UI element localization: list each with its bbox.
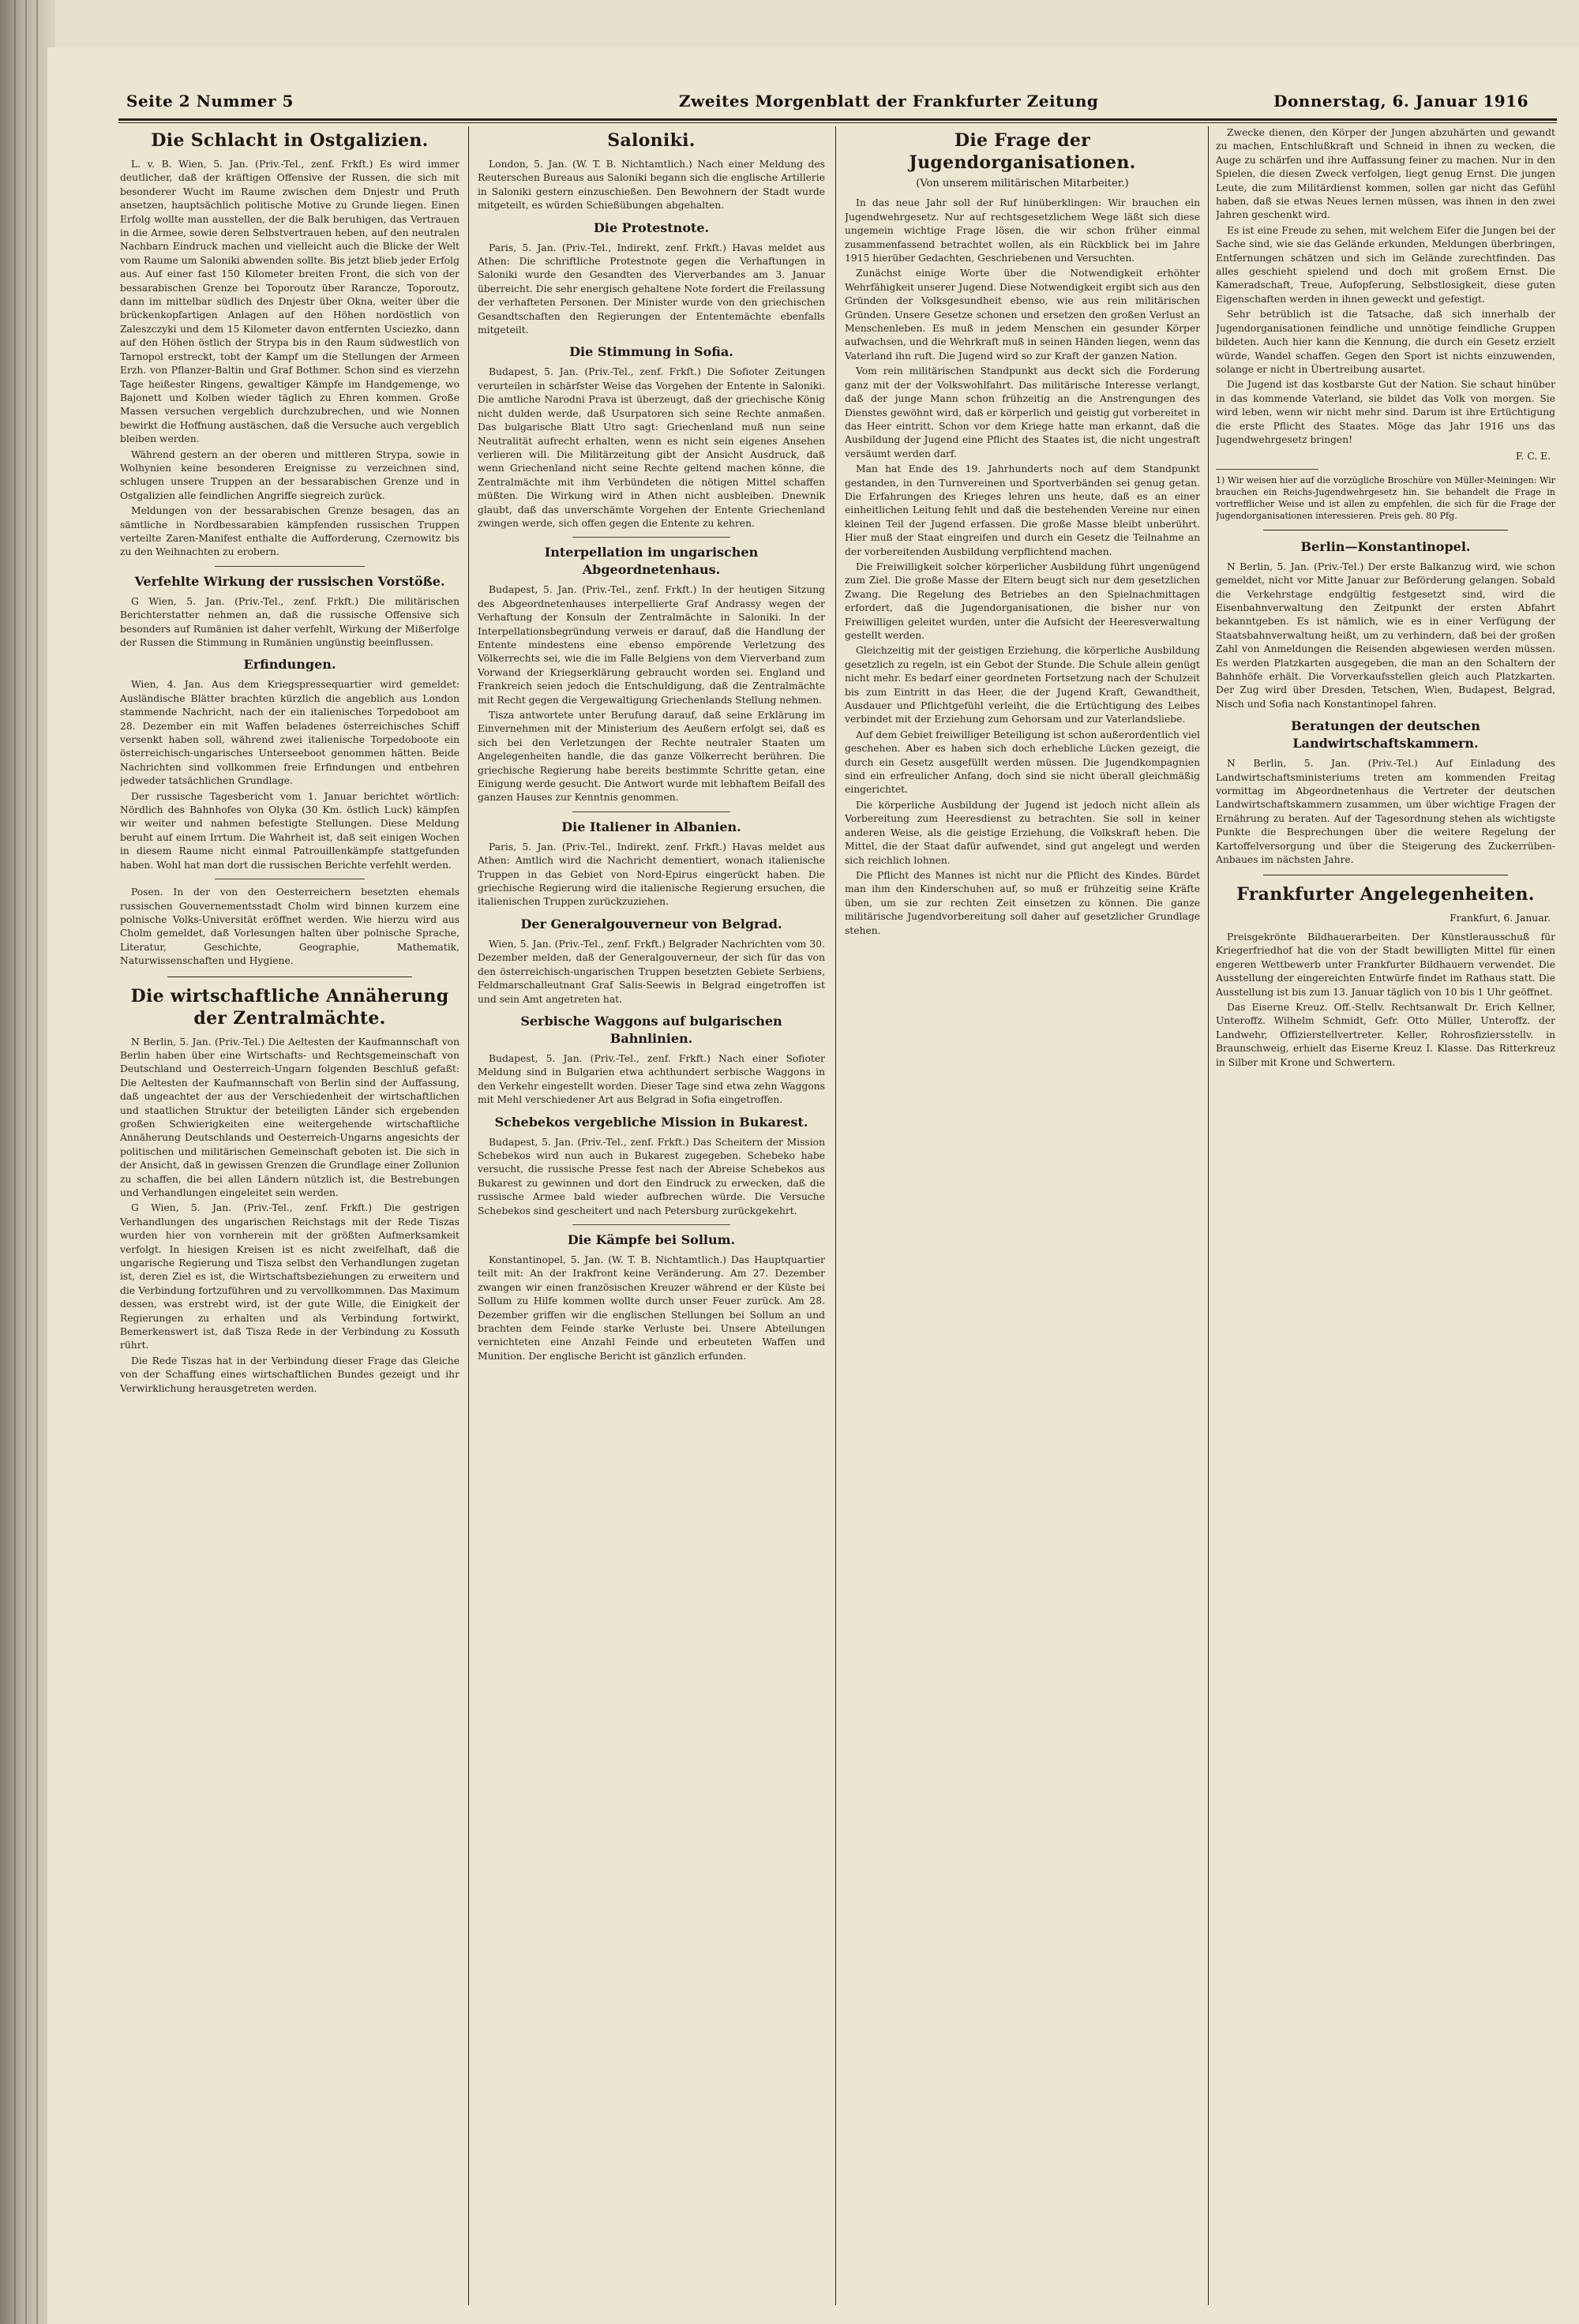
article-paragraph: Zunächst einige Worte über die Notwendigkeit erhöhter Wehrfähigkeit unserer Jugend. Diese Notwendigkeit ergibt sich aus den Gründen der Volksgesundheit ebenso, wie aus rein militärischen Gründen. Unsere Gesetze schonen und ersetzen den großen Verlust an Menschenleben. Es muß in jedem Menschen ein gesunder Körper aufwachsen, und die Wehrkraft muß in seinen Händen liegen, wenn das Vaterland ihn ruft. Die Jugend wird so zur Kraft der ganzen Nation. bbox=[845, 268, 1200, 362]
footnote: 1) Wir weisen hier auf die vorzügliche Broschüre von Müller-Meiningen: Wir brauchen ein Reichs-Jugendwehrgesetz hin. Sie behandelt die Frage in vortrefflicher Weise und ist allen zu empfehlen, die sich für die Frage der Jugendorganisationen interessieren. Preis geh. 80 Pfg. bbox=[1216, 474, 1555, 521]
headline: Beratungen der deutschen Landwirtschaftskammern. bbox=[1291, 718, 1480, 752]
article-paragraph: Budapest, 5. Jan. (Priv.-Tel., zenf. Frkft.) Das Scheitern der Mission Schebekos wird nun auch in Bukarest zugegeben. Schebeko habe versucht, die russische Presse fest nach der Abreise Schebekos aus Bukarest zu gewinnen und dort den Eindruck zu erwecken, daß die russische Armee bald wieder aufbrechen würde. Die Versuche Schebekos sind gescheitert und nach Petersburg zurückgekehrt. bbox=[478, 1136, 825, 1216]
headline: Die Kämpfe bei Sollum. bbox=[567, 1231, 736, 1247]
article-paragraph: Budapest, 5. Jan. (Priv.-Tel., zenf. Frkft.) Nach einer Sofioter Meldung sind in Bulgarien etwa achthundert serbische Waggons in den Verkehr eingestellt worden. Dieser Tage sind etwa zehn Waggons mit Mehl verschiedener Art aus Belgrad in Sofia eingetroffen. bbox=[478, 1052, 825, 1106]
dateline: Frankfurt, 6. Januar. bbox=[1450, 913, 1551, 924]
column-rule bbox=[835, 126, 836, 2305]
article-paragraph: Die Jugend ist das kostbarste Gut der Nation. Sie schaut hinüber in das kommende Vaterland, sie bildet das Volk von morgen. Sie wird leben, wenn wir nicht mehr sind. Darum ist ihre Ertüchtigung die erste Pflicht des Staates. Möge das Jahr 1916 uns das Jugendwehrgesetz bringen! bbox=[1216, 379, 1555, 445]
article-paragraph: N Berlin, 5. Jan. (Priv.-Tel.) Der erste Balkanzug wird, wie schon gemeldet, nicht vor Mitte Januar zur Beförderung gelangen. Sobald die Verkehrstage endgültig festgesetzt sind, wird die Eisenbahnverwaltung den Zeitpunkt der ersten Abfahrt bekanntgeben. Es ist nämlich, wie es in einer Verfügung der Staatsbahnverwaltung heißt, um zu verhindern, daß bei der großen Zahl von Anmeldungen die Reisenden abgewiesen werden müssen. Es werden Platzkarten ausgegeben, die man an den Schaltern der Bahnhöfe erhält. Die Vorverkaufsstellen gleich auch Platzkarten. Der Zug wird über Dresden, Tetschen, Wien, Budapest, Belgrad, Nisch und Sofia nach Konstantinopel fahren. bbox=[1216, 560, 1555, 710]
article-paragraph: Sehr betrüblich ist die Tatsache, daß sich innerhalb der Jugendorganisationen feindliche und unnötige feindliche Gruppen bildeten. Auch hier kann die Kennung, die durch ein Gesetz erzielt würde, Wandel schaffen. Gegen den Sport ist nichts einzuwenden, solange er nicht in Übertreibung ausartet. bbox=[1216, 309, 1555, 375]
article-paragraph: G Wien, 5. Jan. (Priv.-Tel., zenf. Frkft.) Die gestrigen Verhandlungen des ungarischen Reichstags mit der Rede Tiszas wurden hier von vornherein mit der größten Aufmerksamkeit verfolgt. In hiesigen Kreisen ist es nicht zweifelhaft, daß die ungarische Regierung und Tisza selbst den Verhandlungen zugetan ist, deren Ziel es ist, die Wirtschaftsbeziehungen zu erweitern und die Verbindung fortzuführen und zu vervollkommnen. Das Maximum dessen, was erstrebt wird, ist der gute Wille, die Einigkeit der Regierungen zu erhalten und als Verbindung fortwirkt, Bemerkenswert ist, daß Tisza Rede in der Verbindung zu Kossuth rührt. bbox=[120, 1202, 459, 1351]
article-paragraph: Die Pflicht des Mannes ist nicht nur die Pflicht des Kindes. Bürdet man ihm den Kinderschuhen auf, so muß er frühzeitig seine Kräfte üben, um sie zur rechten Zeit einsetzen zu können. Die ganze militärische Jugendvorbereitung soll daher auf gesetzlicher Grundlage stehen. bbox=[845, 869, 1200, 936]
article-paragraph: Man hat Ende des 19. Jahrhunderts noch auf dem Standpunkt gestanden, in den Turnvereinen und Sportverbänden sei genug getan. Die Erfahrungen des Krieges lehren uns heute, daß es an einer einheitlichen Leitung fehlt und daß die bestehenden Vereine nur einen kleinen Teil der Jugend erfassen. Die große Masse bleibt unberührt. Hier muß der Staat eingreifen und durch ein Gesetz die Teilnahme an der vorbereitenden Ausbildung verpflichtend machen. bbox=[845, 463, 1200, 557]
article-paragraph: Auf dem Gebiet freiwilliger Beteiligung ist schon außerordentlich viel geschehen. Aber es haben sich doch erhebliche Lücken gezeigt, die durch ein Gesetz ausgefüllt werden müssen. Die Jugendkompagnien sind ein erfreulicher Anfang, doch sind sie nicht überall gleichmäßig eingerichtet. bbox=[845, 729, 1200, 796]
article-paragraph: N Berlin, 5. Jan. (Priv.-Tel.) Auf Einladung des Landwirtschaftsministeriums treten am kommenden Freitag vormittag im Abgeordnetenhaus die Vertreter der deutschen Landwirtschaftskammern zusammen, um über wichtige Fragen der Ernährung zu beraten. Auf der Tagesordnung stehen als wichtigste Punkte die Besprechungen über die weitere Regelung der Kartoffelversorgung und über die Steigerung des Zuckerrüben-Anbaues im nächsten Jahre. bbox=[1216, 758, 1555, 866]
column-4 bbox=[1216, 126, 1555, 2313]
article-paragraph: Wien, 5. Jan. (Priv.-Tel., zenf. Frkft.) Belgrader Nachrichten vom 30. Dezember melden, daß der Generalgouverneur, der sich für das von den österreichisch-ungarischen Truppen besetzten Gebiete Serbiens, Feldmarschalleutnant Graf Salis-Seewis in Belgrad eingetroffen ist und sein Amt angetreten hat. bbox=[478, 938, 825, 1005]
article-paragraph: Während gestern an der oberen und mittleren Strypa, sowie in Wolhynien keine besonderen Ereignisse zu verzeichnen sind, schlugen unsere Truppen an der bessarabischen Grenze und in Ostgalizien alle feindlichen Angriffe siegreich zurück. bbox=[120, 448, 459, 501]
page-edge-line bbox=[25, 0, 27, 2324]
divider bbox=[572, 1224, 730, 1225]
footnote-rule bbox=[1216, 469, 1318, 470]
headline: Interpellation im ungarischen Abgeordnetenhaus. bbox=[544, 545, 759, 578]
page-edge-line bbox=[36, 0, 38, 2324]
article-paragraph: Die Freiwilligkeit solcher körperlicher Ausbildung führt ungenügend zum Ziel. Die große Masse der Eltern beugt sich nur dem gesetzlichen Zwang. Die Regelung des Betriebes an den Spielnachmittagen erfordert, daß die Jugendorganisationen, die bisher nur von Freiwilligen geleitet wurden, unter die Aufsicht der Heeresverwaltung gestellt werden. bbox=[845, 560, 1200, 641]
headline: Die Protestnote. bbox=[593, 219, 710, 235]
column-rule bbox=[1208, 126, 1209, 2305]
column-2 bbox=[478, 126, 825, 2313]
byline: (Von unserem militärischen Mitarbeiter.) bbox=[916, 178, 1129, 189]
article-paragraph: Konstantinopel, 5. Jan. (W. T. B. Nichtamtlich.) Das Hauptquartier teilt mit: An der Irakfront keine Veränderung. Am 27. Dezember zwangen wir einen französischen Kreuzer während er der Küste bei Sollum zu Hilfe kommen wollte durch unser Feuer zurück. Am 28. Dezember griffen wir die englischen Stellungen bei Sollum an und brachten dem Feinde starke Verluste bei. Unsere Abteilungen vernichteten eine Anzahl Feinde und erbeuteten Waffen und Munition. Der englische Bericht ist gänzlich erfunden. bbox=[478, 1254, 825, 1362]
article-paragraph: In das neue Jahr soll der Ruf hinüberklingen: Wir brauchen ein Jugendwehrgesetz. Nur auf rechtsgesetzlichem Wege läßt sich diese ungemein wichtige Frage lösen, die wir schon früher einmal zusammenfassend betrachtet wollen, als ein Rückblick bei im Jahre 1915 hierüber Gedachten, Geschriebenen und Versuchten. bbox=[845, 197, 1200, 264]
article-paragraph: Paris, 5. Jan. (Priv.-Tel., Indirekt, zenf. Frkft.) Havas meldet aus Athen: Amtlich wird die Nachricht dementiert, wonach italienische Truppen in das Gebiet von Nord-Epirus eingerückt haben. Die griechische Regierung wird die italienische Regierung ersuchen, die italienischen Truppen zurückzuziehen. bbox=[478, 841, 825, 908]
article-paragraph: L. v. B. Wien, 5. Jan. (Priv.-Tel., zenf. Frkft.) Es wird immer deutlicher, daß der kräftigen Offensive der Russen, die sich mit besonderer Wucht im Raume zwischen dem Dnjestr und Pruth ansetzen, hauptsächlich politische Motive zu Grunde liegen. Einen Erfolg wollte man ausstellen, der die Balk beruhigen, das Vertrauen in die Armee, sowie deren Selbstvertrauen heben, auf den neutralen Nachbarn Eindruck machen und vielleicht auch die Blicke der Welt vom Raume um Saloniki abwenden sollte. Bis jetzt blieb jeder Erfolg aus. Auf einer fast 150 Kilometer breiten Front, die sich von der bessarabischen Grenze bei Toporoutz über Rarancze, Toporoutz, dann im mittelbar südlich des Dnjestr über Okna, weiter über die brückenkopfartigen Anlagen auf den Höhen nordöstlich von Zaleszczyki und dem 15 Kilometer davon entfernten Usciezko, dann auf den Höhen östlich der Strypa bis in den Raum südwestlich von Tarnopol erstreckt, tobt der Kampf um die Stellungen der Armeen Erzh. von Pflanzer-Baltin und Graf Bothmer. Schon sind es vierzehn Tage heißester Ringens, gewaltiger Kämpfe im Handgemenge, wo Bajonett und Kolben wieder täglich zu Ehren kommen. Große Massen versuchen vergeblich durchzubrechen, und wie Nonnen bewirkt die Hoffnung austäschen, daß die Versuche auch vergeblich bleiben werden. bbox=[120, 159, 459, 445]
page-edge-line bbox=[14, 0, 16, 2324]
article-paragraph: Die Rede Tiszas hat in der Verbindung dieser Frage das Gleiche von der Schaffung eines wirtschaftlichen Bundes gezeigt und ihr Verwirklichung herausgetreten werden. bbox=[120, 1355, 459, 1394]
headline: Schebekos vergebliche Mission in Bukarest. bbox=[494, 1114, 808, 1130]
headline: Der Generalgouverneur von Belgrad. bbox=[520, 916, 782, 931]
article-paragraph: Das Eiserne Kreuz. Off.-Stellv. Rechtsanwalt Dr. Erich Kellner, Unteroffz. Wilhelm Schmidt, Gefr. Otto Müller, Unteroffz. der Landwehr, Offizierstellvertreter. Keller, Rohrosfiziersstellv. in Braunschweig, erhielt das Eiserne Kreuz I. Klasse. Das Ritterkreuz in Silber mit Krone und Schwertern. bbox=[1216, 1001, 1555, 1068]
article-paragraph: Vom rein militärischen Standpunkt aus deckt sich die Forderung ganz mit der der Volkswohlfahrt. Das militärische Interesse verlangt, daß der junge Mann schon frühzeitig an die Anstrengungen des Dienstes gewöhnt wird, daß er körperlich und geistig gut vorbereitet in das Heer eintritt. Schon vor dem Kriege hatte man erkannt, daß die Ausbildung der Jugend eine Pflicht des Staates ist, die nicht ungestraft versäumt werden darf. bbox=[845, 365, 1200, 459]
headline: Die Frage der Jugendorganisationen. bbox=[909, 130, 1136, 173]
masthead-rule-thin bbox=[118, 122, 1557, 123]
article-paragraph: Budapest, 5. Jan. (Priv.-Tel., zenf. Frkft.) Die Sofioter Zeitungen verurteilen in schärfster Weise das Vorgehen der Entente in Saloniki. Die amtliche Narodni Prava ist überzeugt, daß der griechische König nicht dulden werde, daß Usurpatoren sich seine Rechte anmaßen. Das bulgarische Blatt Utro sagt: Griechenland muß nun seine Neutralität aufrecht erhalten, wenn es nicht sein eigenes Ansehen verlieren will. Die Militärzeitung gibt der Ansicht Ausdruck, daß wenn Griechenland nicht seine Rechte geltend machen könne, die Zentralmächte mit ihm Verbündeten die nötigen Mittel schaffen müßten. Die Wirkung wird in Athen nicht ausbleiben. Dnewnik glaubt, daß das unverschämte Vorgehen der Entente Griechenland zwingen werde, sich offen gegen die Entente zu kehren. bbox=[478, 366, 825, 529]
column-rule bbox=[468, 126, 469, 2305]
article-paragraph: Posen. In der von den Oesterreichern besetzten ehemals russischen Gouvernementsstadt Cholm wird binnen kurzem eine polnische Volks-Universität eröffnet werden. Wie hierzu wird aus Cholm gemeldet, daß Vorlesungen halten über polnische Sprache, Literatur, Geschichte, Geographie, Mathematik, Naturwissenschaften und Hygiene. bbox=[120, 886, 459, 967]
article-paragraph: Wien, 4. Jan. Aus dem Kriegspressequartier wird gemeldet: Ausländische Blätter brachten kürzlich die angeblich aus London stammende Nachricht, nach der ein italienisches Torpedoboot am 28. Dezember ein mit Waffen beladenes österreichisches Schiff versenkt haben soll, während zwei italienische Torpedoboote ein österreichisch-ungarisches Unterseeboot genommen hätten. Beide Nachrichten sind vollkommen freie Erfindungen und entbehren jedweder tatsächlichen Grundlage. bbox=[120, 679, 459, 787]
masthead-rule bbox=[118, 118, 1557, 121]
article-paragraph: Tisza antwortete unter Berufung darauf, daß seine Erklärung im Einvernehmen mit der Ministerium des Aeußern erfolgt sei, daß es sich bei den Verletzungen der Rechte neutraler Staaten um Angelegenheiten handle, die das ganze Völkerrecht berühren. Die griechische Regierung habe bereits bestimmte Schritte getan, eine Einigung werde gesucht. Die Antwort wurde mit lebhaftem Beifall des ganzen Hauses zur Kenntnis genommen. bbox=[478, 710, 825, 804]
column-1 bbox=[120, 126, 459, 2313]
article-paragraph: G Wien, 5. Jan. (Priv.-Tel., zenf. Frkft.) Die militärischen Berichterstatter nehmen an, daß die russische Offensive sich besonders auf Rumänien ist daher verfehlt, Wirkung der Mißerfolge der Russen die Stimmung in Rumänien ungünstig beeinflussen. bbox=[120, 595, 459, 648]
article-paragraph: Zwecke dienen, den Körper der Jungen abzuhärten und gewandt zu machen, Entschlußkraft und Schneid in ihnen zu wecken, die Auge zu schärfen und ihre Auffassung feiner zu machen. Nur in den Spielen, die diesen Zweck verfolgen, liegt genug Ernst. Die jungen Leute, die zum Militärdienst kommen, sollen gar nicht das Gefühl haben, daß sie etwas Neues lernen müssen, was ihnen in den zwei Jahren geschenkt wird. bbox=[1216, 127, 1555, 221]
article-paragraph: Es ist eine Freude zu sehen, mit welchem Eifer die Jungen bei der Sache sind, wie sie das Gelände erkunden, Meldungen überbringen, Entfernungen schätzen und sich im Gelände zurechtfinden. Das alles geschieht spielend und doch mit großem Ernst. Die Kameradschaft, Treue, Aufopferung, Selbstlosigkeit, diese guten Eigenschaften werden in ihnen geweckt und gefestigt. bbox=[1216, 224, 1555, 305]
page-number-label: Seite 2 Nummer 5 bbox=[126, 92, 294, 111]
newspaper-title: Zweites Morgenblatt der Frankfurter Zeitung bbox=[679, 92, 1099, 111]
article-paragraph: Paris, 5. Jan. (Priv.-Tel., Indirekt, zenf. Frkft.) Havas meldet aus Athen: Die schriftliche Protestnote gegen die Verhaftungen in Saloniki wurde den Gesandten des Vierverbandes am 3. Januar überreicht. Die sehr energisch gehaltene Note fordert die Freilassung der verhafteten Personen. Der Minister wurde von den griechischen Gesandtschaften den Regierungen der Ententemächte ebenfalls mitgeteilt. bbox=[478, 242, 825, 336]
author-signature: F. C. E. bbox=[1515, 451, 1551, 463]
masthead bbox=[79, 85, 1540, 117]
headline: Die Stimmung in Sofia. bbox=[569, 344, 733, 360]
headline: Erfindungen. bbox=[243, 657, 336, 673]
headline: Berlin—Konstantinopel. bbox=[1300, 538, 1471, 554]
issue-date: Donnerstag, 6. Januar 1916 bbox=[1273, 92, 1528, 111]
headline: Die wirtschaftliche Annäherung der Zentralmächte. bbox=[130, 985, 449, 1029]
section-headline: Frankfurter Angelegenheiten. bbox=[1236, 884, 1535, 905]
article-paragraph: Gleichzeitig mit der geistigen Erziehung, die körperliche Ausbildung gesetzlich zu regeln, ist ein Gebot der Stunde. Die Schule allein genügt nicht mehr. Es bedarf einer geordneten Fortsetzung nach der Schulzeit bis zum Eintritt in das Heer, die der Jugend Kraft, Gewandtheit, Ausdauer und Pflichtgefühl verleiht, die die Ertüchtigung des Leibes verbindet mit der Erziehung zum Gehorsam und zur Vaterlandsliebe. bbox=[845, 645, 1200, 725]
column-3 bbox=[845, 126, 1200, 2313]
headline: Verfehlte Wirkung der russischen Vorstöße. bbox=[134, 573, 445, 589]
article-paragraph: Meldungen von der bessarabischen Grenze besagen, das an sämtliche in Nordbessarabien kämpfenden russischen Truppen verteilte Zaren-Manifest enthalte die Aufforderung, Czernowitz bis zu den Weihnachten zu erobern. bbox=[120, 505, 459, 558]
headline: Serbische Waggons auf bulgarischen Bahnlinien. bbox=[520, 1013, 782, 1046]
article-paragraph: London, 5. Jan. (W. T. B. Nichtamtlich.) Nach einer Meldung des Reuterschen Bureaus aus Saloniki begann sich die englische Artillerie in Saloniki gestern einzuschießen. Den Bewohnern der Stadt wurde mitgeteilt, es würden Schießübungen abgehalten. bbox=[478, 159, 825, 212]
headline: Die Schlacht in Ostgalizien. bbox=[151, 130, 429, 151]
headline: Saloniki. bbox=[607, 130, 696, 151]
divider bbox=[167, 976, 412, 977]
divider bbox=[572, 537, 730, 538]
article-paragraph: Die körperliche Ausbildung der Jugend ist jedoch nicht allein als Vorbereitung zum Heeresdienst zu betrachten. Sie soll in keiner anderen Weise, als die geistige Erziehung, die Volkskraft heben. Die Mittel, die der Staat dafür aufwendet, sind gut angelegt und werden sich reichlich lohnen. bbox=[845, 799, 1200, 866]
headline: Die Italiener in Albanien. bbox=[561, 819, 741, 834]
article-paragraph: Budapest, 5. Jan. (Priv.-Tel., zenf. Frkft.) In der heutigen Sitzung des Abgeordnetenhauses interpellierte Graf Andrassy wegen der Verhaftung der Konsuln der Zentralmächte in Saloniki. In der Interpellationsbegründung verweis er darauf, daß die Handlung der Entente mindestens eine ebenso empörende Verletzung des Völkerrechts sei, wie die im Falle Belgiens von dem Vierverband zum Vorwand der Kriegserklärung gebraucht worden sei. England und Frankreich seien jedoch die Entschuldigung, daß die Zentralmächte mit Recht gegen die Vergewaltigung Griechenlands Stellung nehmen. bbox=[478, 584, 825, 706]
article-paragraph: Der russische Tagesbericht vom 1. Januar berichtet wörtlich: Nördlich des Bahnhofes von Olyka (30 Km. östlich Luck) kämpfen wir weiter und nahmen befestigte Stellungen. Diese Meldung beruht auf einem Irrtum. Die Wahrheit ist, daß seit einigen Wochen in diesem Raume nicht einmal Patrouillenkämpfe stattgefunden haben. Wohl hat man dort die russischen Berichte verfehlt werden. bbox=[120, 790, 459, 871]
article-paragraph: N Berlin, 5. Jan. (Priv.-Tel.) Die Aeltesten der Kaufmannschaft von Berlin haben über eine Wirtschafts- und Rechtsgemeinschaft von Deutschland und Oesterreich-Ungarn folgenden Beschluß gefaßt: Die Aeltesten der Kaufmannschaft von Berlin sind der Auffassung, daß ungeachtet der aus der Verschiedenheit der wirtschaftlichen und staatlichen Struktur der beteiligten Länder sich ergebenden großen Schwierigkeiten eine weitergehende wirtschaftliche Annäherung Deutschlands und Oesterreich-Ungarns angesichts der politischen und militärischen Gemeinschaft geboten ist. Die sich in der Ansicht, daß in gewissen Grenzen die Grundlage einer Zollunion zu schaffen, die bei allen Ländern nützlich ist, die Bestrebungen und Verhandlungen eingeleitet sein werden. bbox=[120, 1036, 459, 1198]
article-paragraph: Preisgekrönte Bildhauerarbeiten. Der Künstlerausschuß für Kriegerfriedhof hat die von der Stadt bewilligten Mittel für einen engeren Wettbewerb unter Frankfurter Bildhauern verwendet. Die Ausstellung der eingereichten Entwürfe findet im Rathaus statt. Die Ausstellung ist bis zum 13. Januar täglich von 10 bis 1 Uhr geöffnet. bbox=[1216, 931, 1555, 998]
divider bbox=[215, 566, 365, 567]
